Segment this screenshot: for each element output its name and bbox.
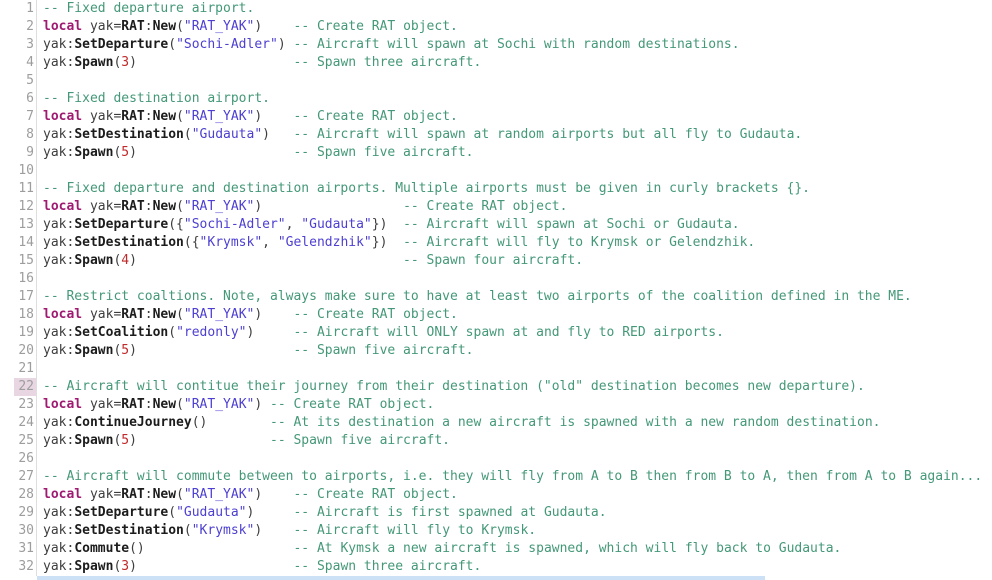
gutter	[0, 18, 37, 36]
text-token: )	[254, 19, 294, 34]
gutter	[0, 0, 37, 18]
line-number[interactable]: 7	[26, 109, 34, 124]
text-token: :	[144, 397, 153, 412]
line-number[interactable]: 11	[18, 181, 34, 196]
line-number[interactable]: 16	[18, 271, 34, 286]
line-number[interactable]: 32	[18, 559, 34, 574]
gutter	[0, 180, 37, 198]
identifier-token: RAT	[121, 199, 145, 214]
identifier-token: New	[152, 397, 177, 412]
gutter	[0, 324, 37, 342]
string-token: "Sochi-Adler"	[176, 37, 278, 52]
gutter	[0, 270, 37, 288]
text-token: yak:	[43, 541, 75, 556]
code-row	[0, 198, 992, 216]
identifier-token: Spawn	[74, 559, 114, 574]
gutter	[0, 360, 37, 378]
line-number[interactable]: 14	[18, 235, 34, 250]
code-row	[0, 306, 992, 324]
gutter	[0, 144, 37, 162]
text-token: yak:	[43, 217, 75, 232]
code-line	[37, 504, 607, 522]
text-token: :	[144, 19, 153, 34]
comment-token: -- Spawn five aircraft.	[293, 343, 474, 358]
code-row	[0, 432, 992, 450]
text-token: )	[254, 199, 404, 214]
text-token: )	[262, 127, 294, 142]
comment-token: -- Create RAT object.	[293, 19, 458, 34]
gutter	[0, 378, 37, 396]
gutter	[0, 396, 37, 414]
code-row	[0, 396, 992, 414]
gutter	[0, 234, 37, 252]
number-token: 5	[121, 433, 130, 448]
text-token: )	[129, 433, 270, 448]
code-row	[0, 378, 992, 396]
string-token: "Gudauta"	[176, 505, 247, 520]
code-line	[37, 270, 43, 288]
comment-token: -- Fixed destination airport.	[43, 91, 270, 106]
identifier-token: Spawn	[74, 145, 114, 160]
text-token: yak:	[43, 415, 75, 430]
text-token: (	[176, 19, 184, 34]
code-row	[0, 540, 992, 558]
string-token: "Gudauta"	[191, 127, 263, 142]
code-line	[37, 468, 982, 486]
text-token: yak=	[82, 109, 122, 124]
comment-token: -- Create RAT object.	[293, 487, 458, 502]
code-row	[0, 90, 992, 108]
text-token: ({	[183, 235, 200, 250]
comment-token: -- Fixed departure and destination airports. Multiple airports must be given in curly brackets {}.	[43, 181, 811, 196]
text-token: )	[254, 523, 294, 538]
text-token: })	[371, 217, 404, 232]
text-token: :	[144, 487, 153, 502]
string-token: "RAT_YAK"	[183, 397, 255, 412]
identifier-token: SetCoalition	[74, 325, 169, 340]
code-line	[37, 36, 740, 54]
comment-token: -- At Kymsk a new aircraft is spawned, which will fly back to Gudauta.	[293, 541, 842, 556]
code-row	[0, 486, 992, 504]
line-number[interactable]: 4	[26, 55, 34, 70]
gutter	[0, 414, 37, 432]
gutter	[0, 126, 37, 144]
comment-token: -- Spawn four aircraft.	[403, 253, 584, 268]
comment-token: -- Aircraft will contitue their journey from their destination ("old" destination becomes new departure).	[43, 379, 865, 394]
identifier-token: SetDestination	[74, 235, 184, 250]
gutter	[0, 36, 37, 54]
identifier-token: SetDestination	[74, 127, 184, 142]
text-token: )	[129, 145, 294, 160]
code-line	[37, 144, 474, 162]
text-token: (	[183, 127, 192, 142]
text-token: ()	[191, 415, 270, 430]
code-line	[37, 252, 583, 270]
text-token: (	[113, 559, 122, 574]
gutter	[0, 72, 37, 90]
identifier-token: New	[152, 199, 177, 214]
line-number[interactable]: 15	[18, 253, 34, 268]
code-line	[37, 522, 536, 540]
code-line	[37, 342, 474, 360]
code-row	[0, 234, 992, 252]
identifier-token: SetDeparture	[74, 37, 169, 52]
code-row	[0, 180, 992, 198]
comment-token: -- Aircraft will ONLY spawn at and fly to RED airports.	[293, 325, 724, 340]
gutter	[0, 252, 37, 270]
identifier-token: New	[152, 19, 177, 34]
keyword-token: local	[43, 487, 83, 502]
code-line	[37, 180, 810, 198]
text-token: (	[176, 397, 184, 412]
identifier-token: SetDeparture	[74, 505, 169, 520]
code-row	[0, 270, 992, 288]
comment-token: -- Aircraft is first spawned at Gudauta.	[293, 505, 607, 520]
text-token: yak:	[43, 523, 75, 538]
gutter	[0, 108, 37, 126]
code-row	[0, 450, 992, 468]
string-token: "Gudauta"	[301, 217, 372, 232]
number-token: 5	[121, 343, 130, 358]
text-token: )	[246, 325, 294, 340]
line-number[interactable]: 30	[18, 523, 34, 538]
code-line	[37, 90, 270, 108]
line-number[interactable]: 28	[18, 487, 34, 502]
text-token: ,	[262, 235, 278, 250]
text-token: yak:	[43, 127, 75, 142]
text-token: yak:	[43, 37, 75, 52]
text-token: (	[113, 55, 122, 70]
code-line	[37, 126, 802, 144]
text-token: )	[254, 397, 271, 412]
string-token: "RAT_YAK"	[183, 307, 255, 322]
code-line	[37, 360, 43, 378]
text-token: })	[371, 235, 404, 250]
code-line	[37, 558, 481, 576]
code-line	[37, 54, 481, 72]
text-token: yak:	[43, 55, 75, 70]
identifier-token: RAT	[121, 19, 145, 34]
line-number[interactable]: 23	[18, 397, 34, 412]
string-token: "RAT_YAK"	[183, 19, 255, 34]
text-token: (	[113, 253, 122, 268]
code-row	[0, 216, 992, 234]
code-row	[0, 324, 992, 342]
text-token: (	[176, 199, 184, 214]
keyword-token: local	[43, 109, 83, 124]
identifier-token: New	[152, 487, 177, 502]
line-number[interactable]: 17	[18, 289, 34, 304]
text-token: yak:	[43, 433, 75, 448]
text-token: ({	[168, 217, 184, 232]
identifier-token: SetDeparture	[74, 217, 169, 232]
gutter	[0, 468, 37, 486]
line-number[interactable]: 29	[18, 505, 34, 520]
gutter	[0, 162, 37, 180]
text-token: (	[113, 433, 122, 448]
text-token: (	[176, 307, 184, 322]
code-line	[37, 0, 254, 18]
string-token: "Krymsk"	[199, 235, 263, 250]
string-token: "Krymsk"	[191, 523, 255, 538]
identifier-token: SetDestination	[74, 523, 184, 538]
keyword-token: local	[43, 199, 83, 214]
text-token: )	[254, 307, 294, 322]
identifier-token: New	[152, 109, 177, 124]
comment-token: -- Create RAT object.	[403, 199, 568, 214]
text-token: yak:	[43, 325, 75, 340]
comment-token: -- Aircraft will commute between to airports, i.e. they will fly from A to B then from B to A, then from A to B again...	[43, 469, 983, 484]
code-line	[37, 396, 434, 414]
text-token: ,	[285, 217, 302, 232]
identifier-token: RAT	[121, 397, 145, 412]
identifier-token: New	[152, 307, 177, 322]
text-token: yak=	[82, 19, 122, 34]
gutter	[0, 306, 37, 324]
text-token: yak=	[82, 307, 122, 322]
text-token: )	[129, 559, 294, 574]
text-token: yak=	[82, 487, 122, 502]
line-number[interactable]: 24	[18, 415, 34, 430]
number-token: 3	[121, 559, 130, 574]
text-token: )	[129, 253, 404, 268]
identifier-token: Spawn	[74, 343, 114, 358]
code-row	[0, 360, 992, 378]
string-token: "Gelendzhik"	[277, 235, 372, 250]
code-line	[37, 414, 880, 432]
gutter	[0, 54, 37, 72]
comment-token: -- Create RAT object.	[293, 307, 458, 322]
code-row	[0, 342, 992, 360]
comment-token: -- Spawn three aircraft.	[293, 55, 482, 70]
code-row	[0, 18, 992, 36]
identifier-token: Commute	[74, 541, 130, 556]
code-row	[0, 162, 992, 180]
line-number[interactable]: 10	[18, 163, 34, 178]
gutter	[0, 342, 37, 360]
code-line	[37, 378, 865, 396]
comment-token: -- At its destination a new aircraft is spawned with a new random destination.	[270, 415, 881, 430]
line-number[interactable]: 1	[26, 1, 34, 16]
line-number[interactable]: 19	[18, 325, 34, 340]
text-token: yak=	[82, 397, 122, 412]
line-number[interactable]: 3	[26, 37, 34, 52]
line-number[interactable]: 2	[26, 19, 34, 34]
identifier-token: RAT	[121, 307, 145, 322]
gutter	[0, 540, 37, 558]
code-row	[0, 54, 992, 72]
code-row	[0, 414, 992, 432]
code-row	[0, 0, 992, 18]
gutter	[0, 90, 37, 108]
comment-token: -- Spawn five aircraft.	[270, 433, 451, 448]
text-token: )	[277, 37, 294, 52]
comment-token: -- Restrict coaltions. Note, always make sure to have at least two airports of the coalition defined in the ME.	[43, 289, 912, 304]
comment-token: -- Spawn three aircraft.	[293, 559, 482, 574]
gutter	[0, 432, 37, 450]
code-line	[37, 288, 912, 306]
text-token: :	[144, 109, 153, 124]
comment-token: -- Aircraft will spawn at Sochi with random destinations.	[293, 37, 740, 52]
text-token: ()	[129, 541, 294, 556]
comment-token: -- Create RAT object.	[270, 397, 435, 412]
gutter	[0, 558, 37, 576]
line-number[interactable]: 26	[18, 451, 34, 466]
line-number[interactable]: 9	[26, 145, 34, 160]
text-token: (	[113, 343, 122, 358]
code-line	[37, 72, 43, 90]
text-token: (	[176, 487, 184, 502]
code-row	[0, 144, 992, 162]
text-token: yak=	[82, 199, 122, 214]
identifier-token: Spawn	[74, 55, 114, 70]
line-number[interactable]: 27	[18, 469, 34, 484]
number-token: 4	[121, 253, 130, 268]
code-row	[0, 504, 992, 522]
text-token: )	[129, 343, 294, 358]
code-line	[37, 234, 755, 252]
text-token: yak:	[43, 145, 75, 160]
code-line	[37, 432, 450, 450]
line-number[interactable]: 21	[18, 361, 34, 376]
text-token: yak:	[43, 505, 75, 520]
code-row	[0, 108, 992, 126]
text-token: )	[129, 55, 294, 70]
code-row	[0, 36, 992, 54]
string-token: "Sochi-Adler"	[183, 217, 286, 232]
keyword-token: local	[43, 397, 83, 412]
string-token: "RAT_YAK"	[183, 109, 255, 124]
number-token: 3	[121, 55, 130, 70]
gutter	[0, 216, 37, 234]
line-number[interactable]: 6	[26, 91, 34, 106]
gutter	[0, 486, 37, 504]
code-row	[0, 468, 992, 486]
text-token: )	[254, 487, 294, 502]
identifier-token: ContinueJourney	[74, 415, 192, 430]
gutter	[0, 522, 37, 540]
code-row	[0, 522, 992, 540]
text-token: (	[168, 325, 177, 340]
comment-token: -- Aircraft will spawn at random airports but all fly to Gudauta.	[293, 127, 803, 142]
comment-token: -- Aircraft will fly to Krymsk or Gelendzhik.	[403, 235, 756, 250]
line-number[interactable]: 8	[26, 127, 34, 142]
text-token: (	[176, 109, 184, 124]
identifier-token: Spawn	[74, 433, 114, 448]
text-token: yak:	[43, 235, 75, 250]
code-row	[0, 288, 992, 306]
code-line	[37, 324, 724, 342]
text-token: )	[254, 109, 294, 124]
text-token: yak:	[43, 343, 75, 358]
text-token: )	[246, 505, 294, 520]
code-line	[37, 108, 458, 126]
text-token: yak:	[43, 253, 75, 268]
comment-token: -- Create RAT object.	[293, 109, 458, 124]
line-number[interactable]: 25	[18, 433, 34, 448]
text-token: (	[168, 37, 177, 52]
code-line	[37, 216, 740, 234]
text-token: (	[113, 145, 122, 160]
string-token: "redonly"	[176, 325, 247, 340]
code-line	[37, 18, 458, 36]
line-number[interactable]: 18	[18, 307, 34, 322]
number-token: 5	[121, 145, 130, 160]
text-token: (	[183, 523, 192, 538]
string-token: "RAT_YAK"	[183, 199, 255, 214]
keyword-token: local	[43, 19, 83, 34]
code-line	[37, 306, 458, 324]
line-number[interactable]: 12	[18, 199, 34, 214]
text-token: yak:	[43, 559, 75, 574]
code-row	[0, 558, 992, 576]
identifier-token: RAT	[121, 109, 145, 124]
gutter	[0, 288, 37, 306]
keyword-token: local	[43, 307, 83, 322]
line-number[interactable]: 13	[18, 217, 34, 232]
code-row	[0, 126, 992, 144]
line-number[interactable]: 22	[14, 378, 36, 396]
code-line	[37, 486, 458, 504]
text-token: :	[144, 199, 153, 214]
text-token: :	[144, 307, 153, 322]
identifier-token: Spawn	[74, 253, 114, 268]
comment-token: -- Fixed departure airport.	[43, 1, 255, 16]
code-line	[37, 198, 567, 216]
identifier-token: RAT	[121, 487, 145, 502]
code-line	[37, 162, 43, 180]
gutter	[0, 504, 37, 522]
comment-token: -- Aircraft will spawn at Sochi or Gudauta.	[403, 217, 740, 232]
gutter	[0, 450, 37, 468]
code-line	[37, 450, 43, 468]
comment-token: -- Spawn five aircraft.	[293, 145, 474, 160]
text-token: (	[168, 505, 177, 520]
line-number[interactable]: 5	[26, 73, 34, 88]
code-line	[37, 540, 841, 558]
gutter	[0, 198, 37, 216]
selection-highlight-strip	[37, 576, 765, 580]
line-number[interactable]: 31	[18, 541, 34, 556]
code-row	[0, 72, 992, 90]
line-number[interactable]: 20	[18, 343, 34, 358]
string-token: "RAT_YAK"	[183, 487, 255, 502]
comment-token: -- Aircraft will fly to Krymsk.	[293, 523, 537, 538]
code-row	[0, 252, 992, 270]
